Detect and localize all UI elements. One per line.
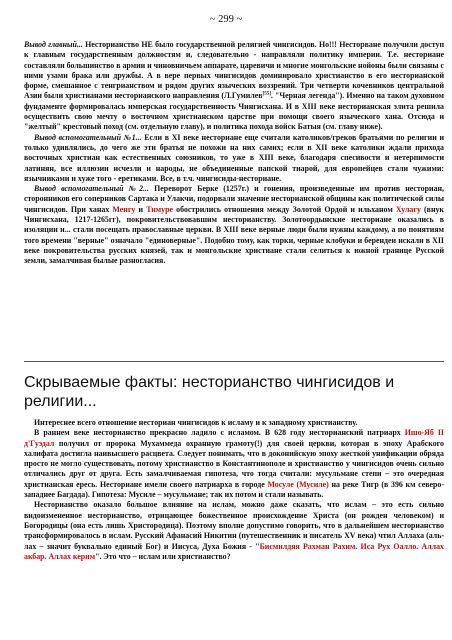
paragraph-text: на реке Тигр (в 396 км северо-западнее Багдада). Гипотеза: Мусиле – мусульмане; так их потом и стали называть. (24, 479, 444, 500)
paragraph-lead: Вывод вспомогательный №2... (34, 184, 149, 194)
paragraph-text: ". Это что – ислам или христианство? (95, 551, 231, 561)
paragraph-text: (внук Чингисхана, 1217-1265гг), покровительствовавшим несторианству. Золотоордынские несториане оказались в изоляции и... стали посещать православные церкви. В XIII веке верные люди были нужны каждому, а по понятиям того времени "верные" означало "единоверные". Подобно тому, как торки, черные клобуки и берендеи искали в XII веке покровительства русских князей, так и монгольские христиане стали селиться к южной границе Русской земли, замалчивая былые разногласия. (24, 204, 444, 266)
page-number: ~ 299 ~ (209, 14, 243, 25)
paragraph-text: Переворот Берке (1257г.) и гонения, произведенные им против несториан, сторонников его соперников Сартака и Улакчи, подорвали значение несторианской общины как политической силы чингисидов. При ханах (24, 184, 444, 214)
paragraph-lead: Вывод вспомогательный №1... (34, 132, 142, 142)
highlighted-name: Ишо-Яб II д'Гуэдал (24, 428, 444, 448)
highlighted-name: Тимуре (146, 204, 174, 214)
highlighted-quote: Бисмилдяя Рахман Рахим. Иса Рух Оалло. Аллах акбар. Аллах керим (24, 541, 444, 561)
paragraph-text: и (135, 204, 147, 214)
paragraph-text: Несторианство оказало большое влияние на ислам, можно даже сказать, что ислам – это есть сильно видоизмененное несторианство, отрицающее божественное происхождение Христа (он рожден человеком) и Богородицы (она есть лишь Христородица). Поэтому вполне допустимо говорить, что в дальнейшем несторианство трансформировалось в ислам. Русский Афанасий Никитин (путешественник и писатель XV века) чтил Аллаха (аль-лах – значит буквально единый Бог) и Иисуса, Духа Божия - " (24, 500, 444, 551)
highlighted-name: Мосуле (Мусиле) (267, 479, 329, 489)
paragraph-text: Несторианство НЕ было государственной религией чингисидов. Но!!! Несторване получили доступ к главным государственным должностям и, следовательно - направляли политику империи. Т.е. несториане составляли большинство в армии и чиновничьем аппарате, царевичи и многие монгольские нойоны были связаны с ними узами брака или дружбы. А в вере первых чингисидов доминировало христианство в его несторианской форме, смешанное с тенгрианством и рядом других языческих воззрений. Три четверти кочевников центральной Азии были христианами несторианского направления (Л.Гумилев (24, 40, 444, 101)
paragraph-main-conclusion (24, 40, 444, 133)
paragraph-lead: Вывод главный... (24, 40, 83, 49)
paragraph-text: Если в XI веке несториане еще считали католиков/греков братьями по религии и только удивлялись, до чего же эти братья не похожи на них самих; если в XII веке католики ждали прихода восточных христиан как естественных союзников, то уже в XIII веке, благодаря спесивости и нетерпимости латинян, все иллюзии исчезли и народы, не объединенные папской тиарой, для европейцев стали чужими: язычниками и хуже того - еретиками. Все, в т.ч. чингисиды-несториане. (24, 132, 444, 183)
section-divider (24, 361, 444, 362)
paragraph-conclusion-2 (24, 184, 444, 266)
highlighted-name: Хулагу (395, 204, 421, 214)
paragraph-nestorianism-islam (24, 500, 444, 562)
paragraph-text: В раннем веке несторианство прекрасно ладило с исламом. В 628 году несторианский патриарх (34, 428, 405, 438)
paragraph-intro (24, 418, 444, 428)
paragraph-text: получил от пророка Мухаммеда охранную грамоту(!) для своей церкви, которая в эпоху Арабского халифата достигла наивысшего расцвета. Следует понимать, что в доконийскую эпоху жесткой унификации обряда просто не могло существовать, потому христианство в Константинополе и христианство у чингисидов очень сильно отличались друг от друга. Есть замалчиваемая гипотеза, что тогда считали: мусульмане степи – это очередная христианская ересь. Несториане имели своего патриарха в городе (24, 438, 444, 489)
highlighted-name: Менгу (112, 204, 136, 214)
paragraph-early-islam (24, 428, 444, 500)
paragraph-conclusion-1 (24, 133, 444, 184)
paragraph-text: Интереснее всего отношение несториан чингисидов к исламу и к западному христианству. (34, 418, 358, 427)
footnote-ref[interactable]: [55] (262, 91, 271, 97)
conclusions-block (24, 40, 444, 267)
section-title: Скрываемые факты: несторианство чингисидов и религии... (24, 374, 395, 410)
hidden-facts-block (24, 418, 444, 562)
paragraph-text: . "Черная легенда"). Именно на таком духовном фундаменте формировалась имперская государственность Чингисхана. И в XIII веке несторианская элита решила осуществить свою мечту о восточном христианском царстве при помощи своего языческого хана. Отсюда и "желтый" крестовый поход (см. отдельную главу), и политика похода войск Батыя (см. главу ниже). (24, 91, 444, 132)
paragraph-text: обострились отношения между Золотой Ордой и ильханом (173, 204, 396, 214)
